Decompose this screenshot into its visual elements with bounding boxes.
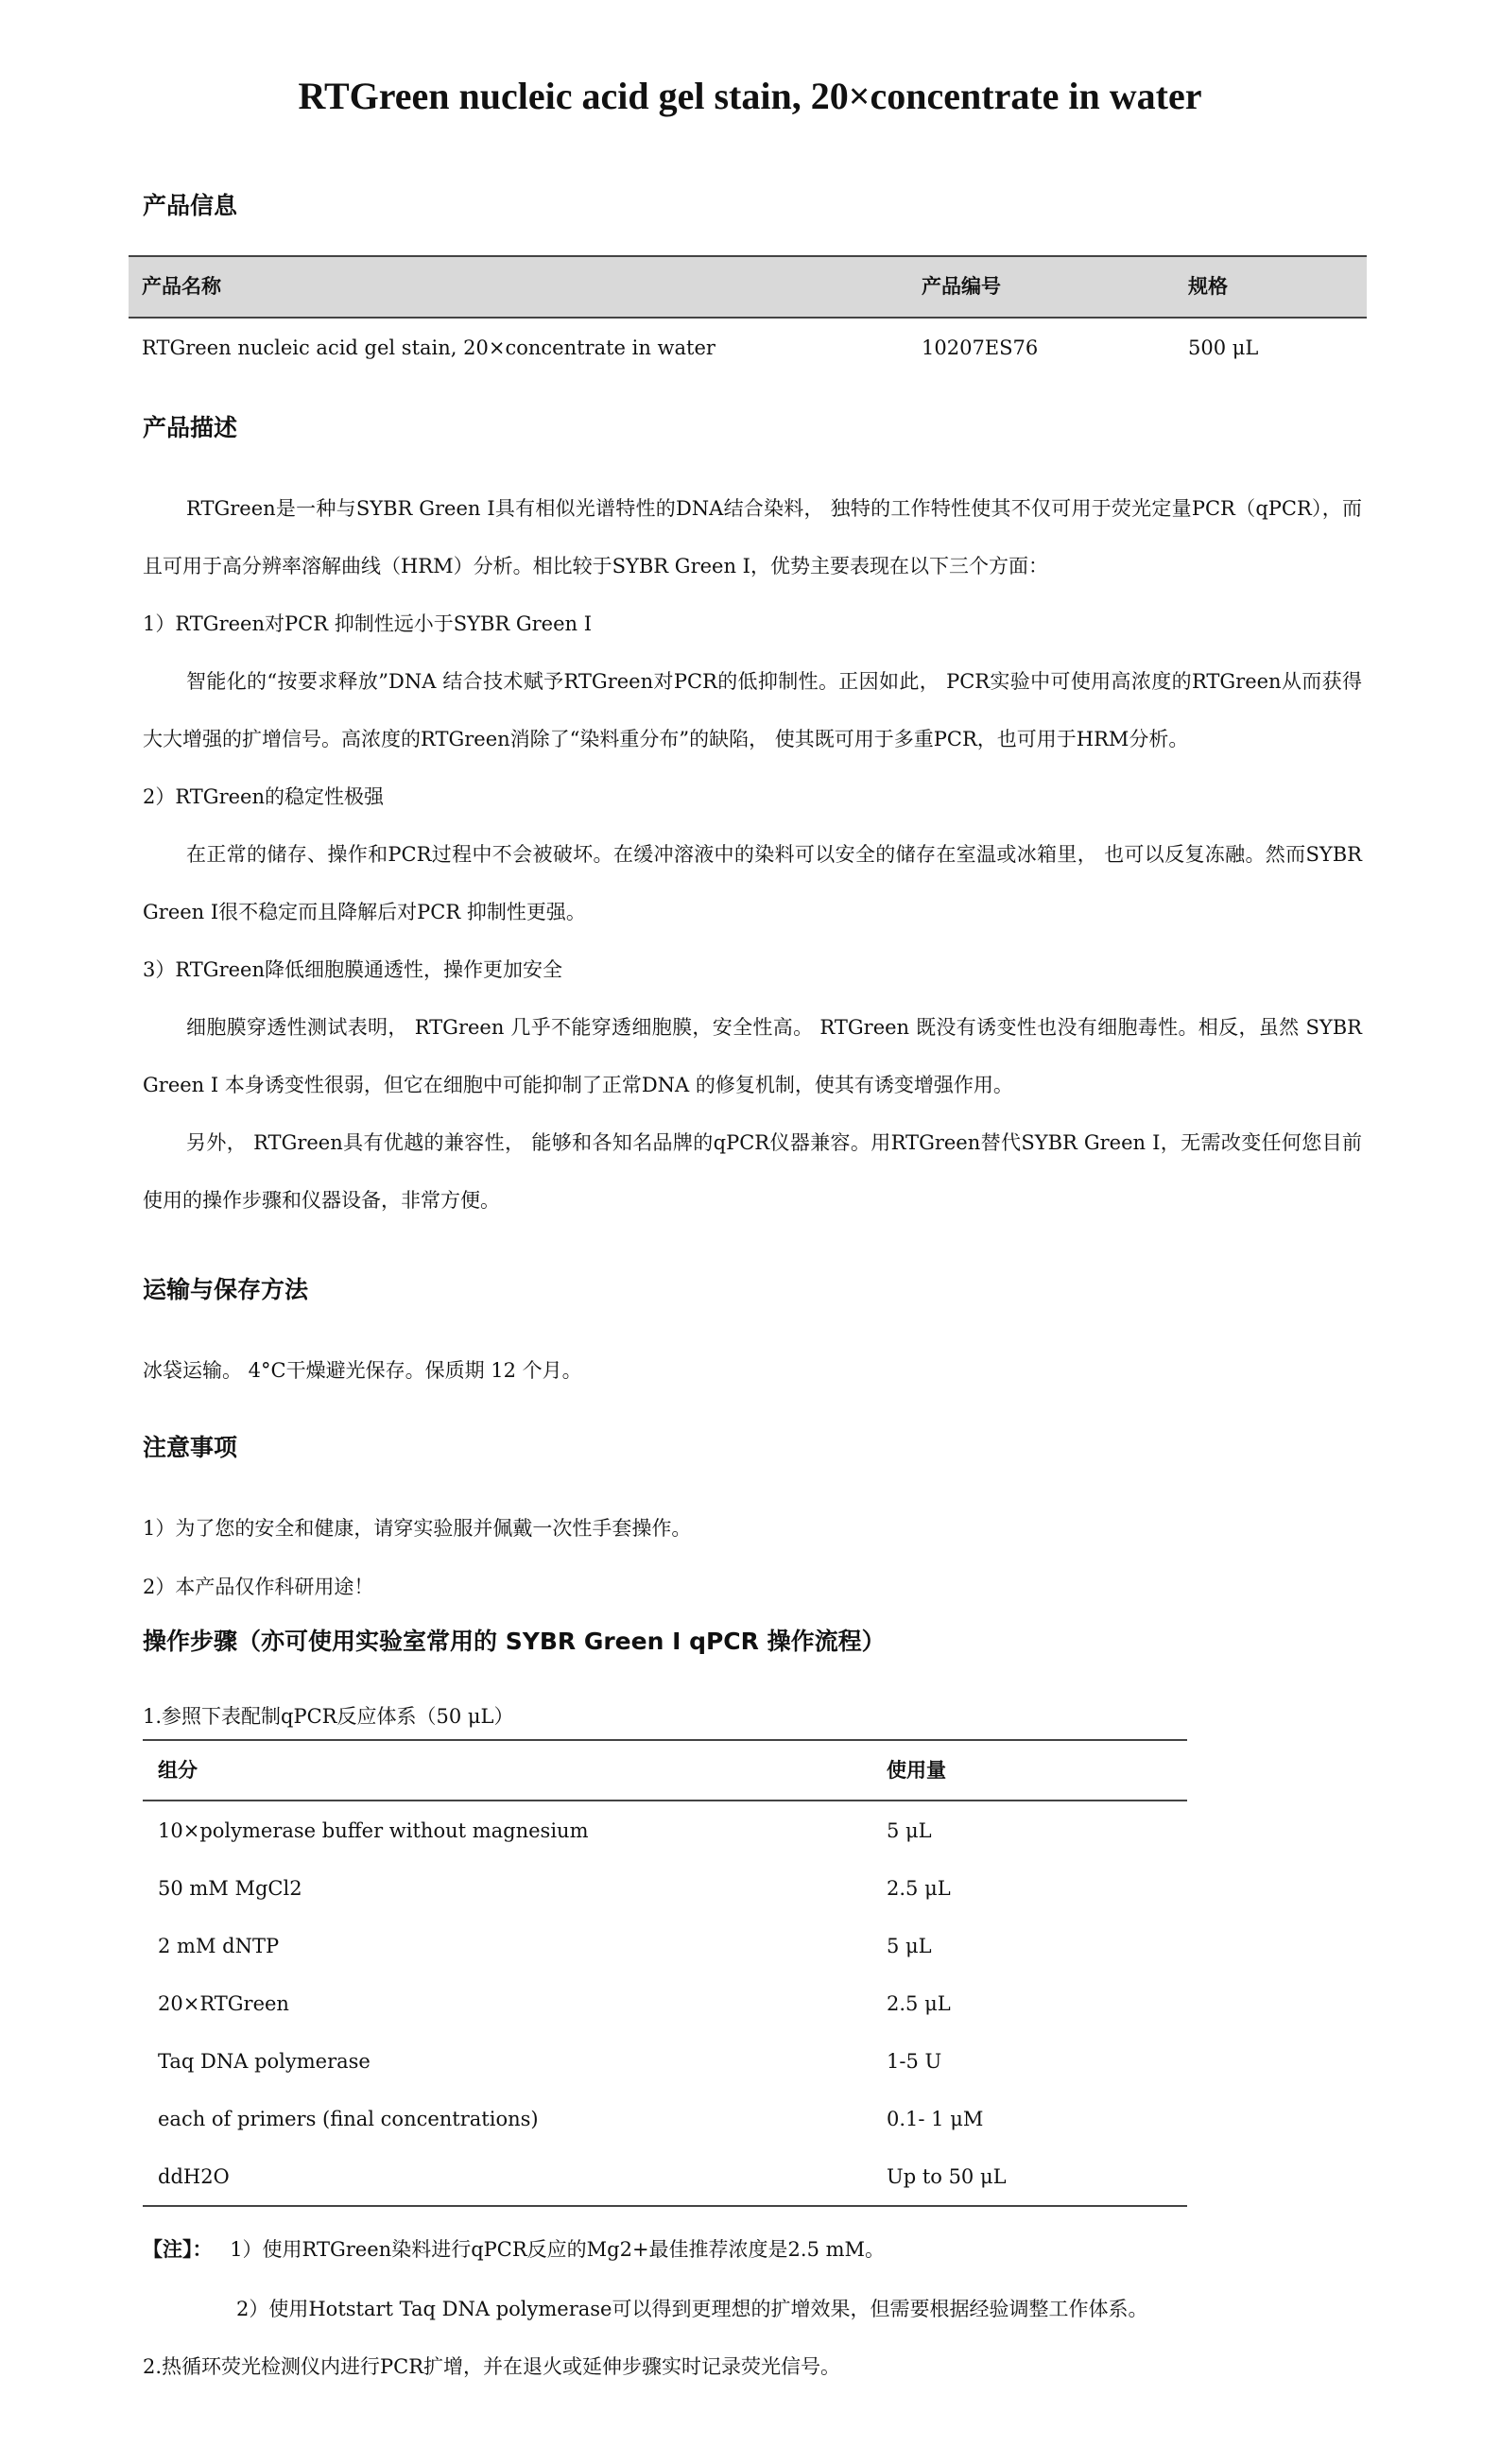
point-2-title: 2）RTGreen的稳定性极强 <box>143 785 385 808</box>
amount-cell: 1-5 U <box>887 2050 942 2073</box>
procedure-heading: 操作步骤（亦可使用实验室常用的 SYBR Green I qPCR 操作流程） <box>143 1628 886 1655</box>
amount-cell: 0.1- 1 μM <box>887 2108 984 2130</box>
point-1-body: 智能化的“按要求释放”DNA 结合技术赋予RTGreen对PCR的低抑制性。正因如此， PCR实验中可使用高浓度的RTGreen从而获得大大增强的扩增信号。高浓度的RTGreen消除了“染料重分布”的缺陷， 使其既可用于多重PCR，也可用于HRM分析。 <box>143 670 1362 750</box>
table-row <box>129 319 1367 380</box>
product-code-cell: 10207ES76 <box>922 336 1039 359</box>
table-row <box>143 2032 1187 2090</box>
table-row <box>143 2090 1187 2147</box>
point-1-title: 1）RTGreen对PCR 抑制性远小于SYBR Green I <box>143 612 593 635</box>
procedure-note-1 <box>143 2234 885 2263</box>
note-item: 2）本产品仅作科研用途！ <box>143 1576 374 1598</box>
point-3-title: 3）RTGreen降低细胞膜通透性，操作更加安全 <box>143 958 563 981</box>
point-2-body: 在正常的储存、操作和PCR过程中不会被破坏。在缓冲溶液中的染料可以安全的储存在室温或冰箱里， 也可以反复冻融。然而SYBR Green I很不稳定而且降解后对PCR 抑制性更强。 <box>143 843 1362 923</box>
table-row <box>143 1917 1187 1974</box>
table-row <box>143 2147 1187 2207</box>
reaction-table-header <box>143 1739 1187 1801</box>
storage-heading: 运输与保存方法 <box>143 1276 309 1303</box>
column-header-component: 组分 <box>158 1759 198 1782</box>
component-cell: 2 mM dNTP <box>158 1935 280 1957</box>
table-row <box>143 1974 1187 2032</box>
amount-cell: Up to 50 μL <box>887 2165 1007 2188</box>
table-row <box>143 1859 1187 1917</box>
product-info-table <box>129 255 1367 380</box>
product-spec-cell: 500 μL <box>1188 336 1259 359</box>
column-header-amount: 使用量 <box>887 1759 946 1782</box>
document-title: RTGreen nucleic acid gel stain, 20×concentrate in water <box>298 75 1202 117</box>
column-header-code: 产品编号 <box>922 275 1001 298</box>
reaction-table <box>143 1739 1187 2207</box>
product-info-heading: 产品信息 <box>143 192 238 219</box>
product-table-header <box>129 255 1367 319</box>
notes-heading: 注意事项 <box>143 1434 238 1461</box>
description-body <box>143 480 1362 1230</box>
storage-text: 冰袋运输。 4°C干燥避光保存。保质期 12 个月。 <box>143 1359 582 1382</box>
description-heading: 产品描述 <box>143 414 238 441</box>
procedure-note-2: 2）使用Hotstart Taq DNA polymerase可以得到更理想的扩增效果，但需要根据经验调整工作体系。 <box>236 2298 1148 2320</box>
table-row <box>143 1801 1187 1859</box>
note-item: 1）为了您的安全和健康，请穿实验服并佩戴一次性手套操作。 <box>143 1517 692 1540</box>
component-cell: 50 mM MgCl2 <box>158 1877 302 1900</box>
component-cell: 10×polymerase buffer without magnesium <box>158 1819 589 1842</box>
component-cell: each of primers (final concentrations) <box>158 2108 539 2130</box>
note-1-text: 1）使用RTGreen染料进行qPCR反应的Mg2+最佳推荐浓度是2.5 mM。 <box>230 2238 886 2261</box>
description-intro: RTGreen是一种与SYBR Green I具有相似光谱特性的DNA结合染料， 独特的工作特性使其不仅可用于荧光定量PCR（qPCR），而且可用于高分辨率溶解曲线（HRM）分析。相比较于SYBR Green I，优势主要表现在以下三个方面： <box>143 497 1362 577</box>
amount-cell: 5 μL <box>887 1819 932 1842</box>
component-cell: Taq DNA polymerase <box>158 2050 371 2073</box>
column-header-spec: 规格 <box>1188 275 1228 298</box>
point-3-body: 细胞膜穿透性测试表明， RTGreen 几乎不能穿透细胞膜，安全性高。 RTGreen 既没有诱变性也没有细胞毒性。相反，虽然 SYBR Green I 本身诱变性很弱，但它在细胞中可能抑制了正常DNA 的修复机制，使其有诱变增强作用。 <box>143 1016 1362 1096</box>
description-extra: 另外， RTGreen具有优越的兼容性， 能够和各知名品牌的qPCR仪器兼容。用RTGreen替代SYBR Green I，无需改变任何您目前使用的操作步骤和仪器设备，非常方便。 <box>143 1131 1362 1212</box>
amount-cell: 2.5 μL <box>887 1992 951 2015</box>
note-label: 【注】： <box>143 2238 213 2261</box>
component-cell: ddH2O <box>158 2165 230 2188</box>
product-name-cell: RTGreen nucleic acid gel stain, 20×concentrate in water <box>142 336 716 359</box>
procedure-step-1: 1.参照下表配制qPCR反应体系（50 μL） <box>143 1705 514 1728</box>
procedure-step-2: 2.热循环荧光检测仪内进行PCR扩增，并在退火或延伸步骤实时记录荧光信号。 <box>143 2355 841 2378</box>
amount-cell: 2.5 μL <box>887 1877 951 1900</box>
amount-cell: 5 μL <box>887 1935 932 1957</box>
component-cell: 20×RTGreen <box>158 1992 289 2015</box>
column-header-name: 产品名称 <box>142 275 221 298</box>
